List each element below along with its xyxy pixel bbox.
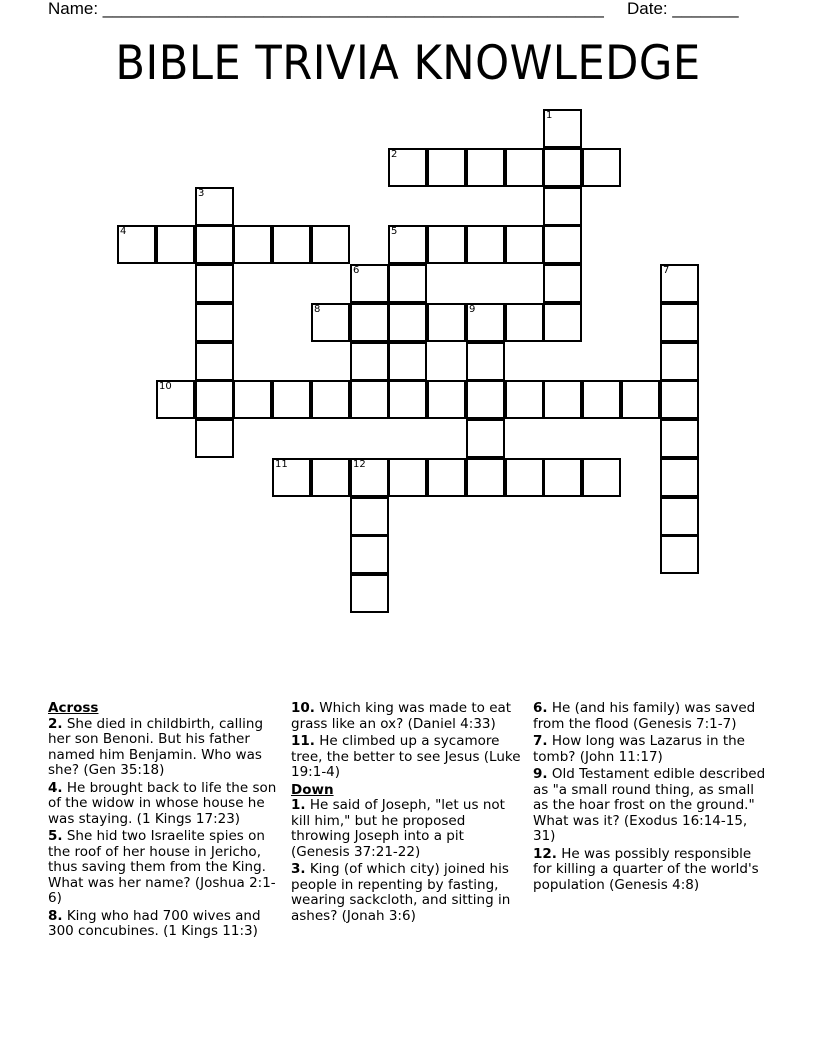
clue-number: 2. xyxy=(48,715,63,732)
clues-column-1 xyxy=(48,701,286,942)
crossword-cell[interactable] xyxy=(156,380,195,419)
crossword-cell[interactable] xyxy=(543,187,582,226)
crossword-cell[interactable] xyxy=(660,497,699,536)
clue-text: She died in childbirth, calling her son Benoni. But his father named him Benjamin. Who was she? (Gen 35:18) xyxy=(48,715,264,778)
cell-number: 8 xyxy=(314,304,321,315)
crossword-cell[interactable] xyxy=(505,303,544,342)
crossword-cell[interactable] xyxy=(505,148,544,187)
crossword-cell[interactable] xyxy=(660,419,699,458)
cell-number: 11 xyxy=(275,459,288,470)
cell-number: 5 xyxy=(391,226,398,237)
crossword-cell[interactable] xyxy=(311,380,350,419)
clue-text: Old Testament edible described as "a small round thing, as small as the hoar frost on the ground." What was it? (Exodus 16:14-15, 31) xyxy=(533,766,766,844)
crossword-cell[interactable] xyxy=(582,148,621,187)
across-heading: Across xyxy=(48,700,99,716)
clue-number: 1. xyxy=(291,797,306,813)
clues-column-2 xyxy=(291,701,523,926)
crossword-cell[interactable] xyxy=(195,264,234,303)
crossword-cell[interactable] xyxy=(660,535,699,574)
crossword-cell[interactable] xyxy=(505,458,544,497)
crossword-cell[interactable] xyxy=(311,458,350,497)
crossword-cell[interactable] xyxy=(195,419,234,458)
clue-across-11 xyxy=(291,734,523,781)
clue-number: 5. xyxy=(48,828,63,844)
crossword-cell[interactable] xyxy=(350,458,389,497)
crossword-cell[interactable] xyxy=(543,458,582,497)
clue-down-9 xyxy=(533,767,769,845)
crossword-cell[interactable] xyxy=(466,225,505,264)
crossword-cell[interactable] xyxy=(582,380,621,419)
clue-text: King who had 700 wives and 300 concubines. (1 Kings 11:3) xyxy=(48,907,261,939)
crossword-cell[interactable] xyxy=(427,458,466,497)
crossword-cell[interactable] xyxy=(195,225,234,264)
crossword-cell[interactable] xyxy=(233,225,272,264)
clue-text: King (of which city) joined his people in repenting by fasting, wearing sackcloth, and sitting in ashes? (Jonah 3:6) xyxy=(291,861,511,924)
clue-down-3 xyxy=(291,862,523,924)
crossword-cell[interactable] xyxy=(233,380,272,419)
cell-number: 1 xyxy=(546,110,553,121)
clue-text: He (and his family) was saved from the flood (Genesis 7:1-7) xyxy=(533,700,756,732)
clue-number: 11. xyxy=(291,733,315,749)
crossword-cell[interactable] xyxy=(311,303,350,342)
crossword-cell[interactable] xyxy=(156,225,195,264)
crossword-cell[interactable] xyxy=(350,342,389,381)
crossword-cell[interactable] xyxy=(505,380,544,419)
crossword-cell[interactable] xyxy=(388,148,427,187)
crossword-cell[interactable] xyxy=(388,458,427,497)
crossword-cell[interactable] xyxy=(350,535,389,574)
crossword-cell[interactable] xyxy=(621,380,660,419)
crossword-cell[interactable] xyxy=(350,303,389,342)
crossword-cell[interactable] xyxy=(543,148,582,187)
crossword-cell[interactable] xyxy=(195,303,234,342)
crossword-cell[interactable] xyxy=(466,342,505,381)
cell-number: 10 xyxy=(159,381,172,392)
down-heading: Down xyxy=(291,781,334,798)
clues-column-3 xyxy=(533,701,769,895)
crossword-cell[interactable] xyxy=(660,458,699,497)
crossword-cell[interactable] xyxy=(660,264,699,303)
crossword-cell[interactable] xyxy=(466,148,505,187)
clue-across-10 xyxy=(291,701,523,732)
clue-number: 4. xyxy=(48,779,63,796)
clue-across-8 xyxy=(48,909,286,940)
clue-text: He was possibly responsible for killing a quarter of the world's population (Genesis 4:8) xyxy=(533,845,759,893)
crossword-cell[interactable] xyxy=(543,380,582,419)
clue-text: She hid two Israelite spies on the roof of her house in Jericho, thus saving them from the King. What was her name? (Joshua 2:1-6) xyxy=(48,828,276,906)
crossword-cell[interactable] xyxy=(117,225,156,264)
clue-text: How long was Lazarus in the tomb? (John 11:17) xyxy=(533,733,745,765)
clue-across-2 xyxy=(48,717,286,779)
crossword-cell[interactable] xyxy=(388,303,427,342)
crossword-cell[interactable] xyxy=(466,303,505,342)
clue-down-12 xyxy=(533,847,769,894)
clue-down-1 xyxy=(291,798,523,860)
page-title: BIBLE TRIVIA KNOWLEDGE xyxy=(115,36,701,91)
crossword-cell[interactable] xyxy=(195,380,234,419)
crossword-cell[interactable] xyxy=(311,225,350,264)
clue-text: He said of Joseph, "let us not kill him," but he proposed throwing Joseph into a pit (Genesis 37:21-22) xyxy=(291,797,505,860)
crossword-cell[interactable] xyxy=(427,225,466,264)
clue-number: 3. xyxy=(291,861,306,877)
clue-number: 8. xyxy=(48,907,63,924)
crossword-cell[interactable] xyxy=(466,380,505,419)
clue-number: 7. xyxy=(533,733,548,749)
crossword-cell[interactable] xyxy=(543,225,582,264)
crossword-cell[interactable] xyxy=(388,342,427,381)
cell-number: 3 xyxy=(198,188,205,199)
crossword-cell[interactable] xyxy=(505,225,544,264)
crossword-cell[interactable] xyxy=(660,303,699,342)
crossword-cell[interactable] xyxy=(272,225,311,264)
crossword-cell[interactable] xyxy=(427,303,466,342)
crossword-cell[interactable] xyxy=(466,419,505,458)
name-field[interactable]: Name: _____________________________________________________ xyxy=(48,0,604,18)
cell-number: 9 xyxy=(469,304,476,315)
clue-text: He brought back to life the son of the widow in whose house he was staying. (1 Kings 17:23) xyxy=(48,779,277,827)
cell-number: 4 xyxy=(120,226,127,237)
cell-number: 2 xyxy=(391,149,398,160)
clue-text: Which king was made to eat grass like an ox? (Daniel 4:33) xyxy=(291,700,512,732)
clue-number: 10. xyxy=(291,700,315,716)
clue-number: 12. xyxy=(533,845,557,862)
crossword-cell[interactable] xyxy=(350,264,389,303)
crossword-cell[interactable] xyxy=(660,380,699,419)
crossword-cell[interactable] xyxy=(350,497,389,536)
crossword-cell[interactable] xyxy=(466,458,505,497)
clue-number: 6. xyxy=(533,700,548,716)
crossword-cell[interactable] xyxy=(427,148,466,187)
cell-number: 12 xyxy=(353,459,366,470)
cell-number: 6 xyxy=(353,265,360,276)
crossword-cell[interactable] xyxy=(350,574,389,613)
crossword-cell[interactable] xyxy=(388,380,427,419)
clue-number: 9. xyxy=(533,766,548,782)
crossword-cell[interactable] xyxy=(195,342,234,381)
crossword-cell[interactable] xyxy=(543,303,582,342)
crossword-cell[interactable] xyxy=(582,458,621,497)
cell-number: 7 xyxy=(663,265,670,276)
crossword-cell[interactable] xyxy=(543,109,582,148)
crossword-cell[interactable] xyxy=(388,264,427,303)
clue-across-5 xyxy=(48,829,286,907)
crossword-cell[interactable] xyxy=(388,225,427,264)
crossword-cell[interactable] xyxy=(195,187,234,226)
crossword-cell[interactable] xyxy=(427,380,466,419)
crossword-cell[interactable] xyxy=(350,380,389,419)
crossword-cell[interactable] xyxy=(543,264,582,303)
crossword-cell[interactable] xyxy=(272,458,311,497)
crossword-cell[interactable] xyxy=(272,380,311,419)
clue-text: He climbed up a sycamore tree, the better to see Jesus (Luke 19:1-4) xyxy=(291,733,521,780)
crossword-cell[interactable] xyxy=(660,342,699,381)
date-field[interactable]: Date: _______ xyxy=(627,0,739,18)
clue-across-4 xyxy=(48,781,286,828)
clue-down-6 xyxy=(533,701,769,732)
clue-down-7 xyxy=(533,734,769,765)
